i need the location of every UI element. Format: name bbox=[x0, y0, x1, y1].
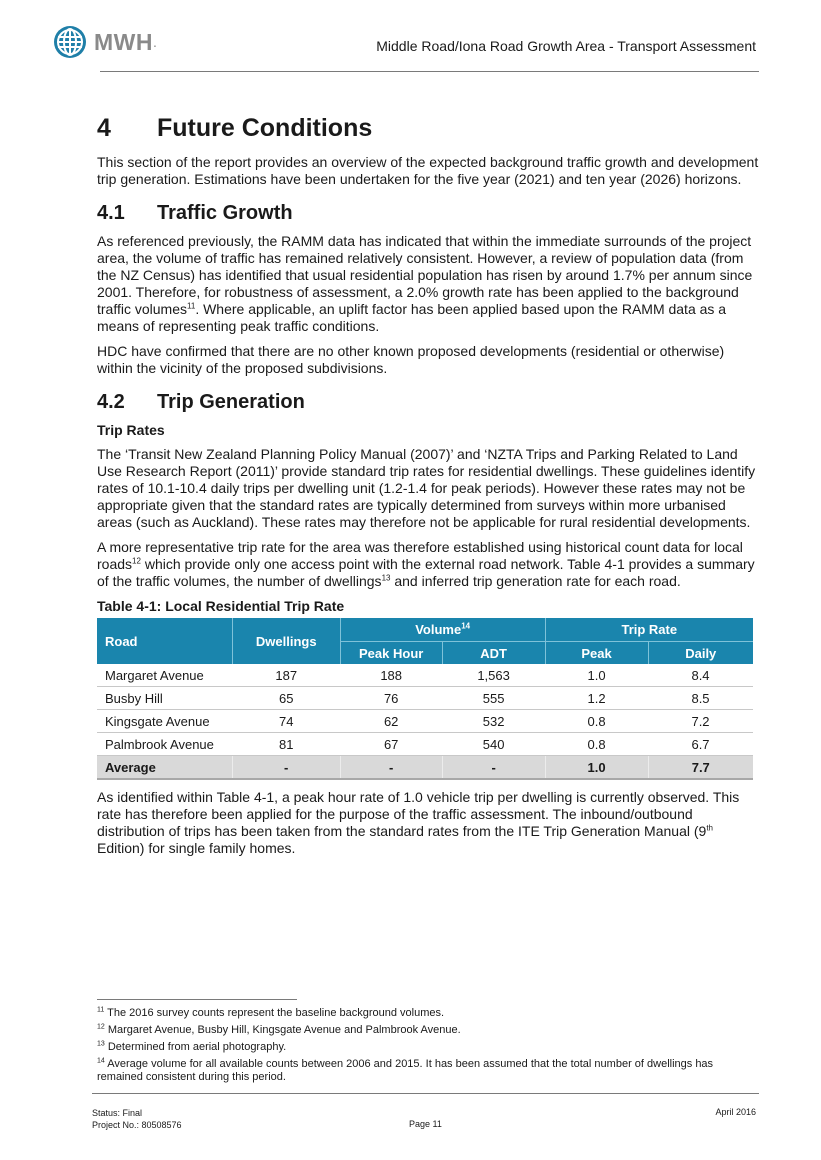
cell-dwellings: 74 bbox=[232, 710, 340, 733]
cell-road: Margaret Avenue bbox=[97, 664, 232, 687]
table-caption: Table 4-1: Local Residential Trip Rate bbox=[97, 598, 345, 614]
table-header-row bbox=[97, 618, 753, 642]
footnote bbox=[97, 1058, 759, 1084]
header-peak-hour: Peak Hour bbox=[340, 642, 442, 665]
footer-status: Status: Final bbox=[92, 1108, 143, 1118]
globe-icon bbox=[53, 25, 87, 59]
cell-daily: 7.7 bbox=[648, 756, 753, 780]
cell-dwellings: 65 bbox=[232, 687, 340, 710]
hdc-paragraph: HDC have confirmed that there are no other known proposed developments (residential or otherwise) within the vicinity of the proposed subdivisions. bbox=[97, 343, 725, 376]
footnote bbox=[97, 1024, 759, 1037]
logo-dot: . bbox=[152, 34, 157, 50]
cell-daily: 8.4 bbox=[648, 664, 753, 687]
header-trip-rate: Trip Rate bbox=[545, 618, 753, 642]
traffic-growth-paragraph bbox=[97, 233, 759, 335]
cell-peak: 1.2 bbox=[545, 687, 648, 710]
header-volume bbox=[340, 618, 545, 642]
section-title: Trip Generation bbox=[157, 391, 305, 413]
header-volume-label: Volume bbox=[415, 622, 462, 637]
cell-daily: 6.7 bbox=[648, 733, 753, 756]
section-number: 4.2 bbox=[97, 391, 125, 413]
cell-road: Kingsgate Avenue bbox=[97, 710, 232, 733]
cell-peak-hour: 188 bbox=[340, 664, 442, 687]
footnotes bbox=[97, 1007, 759, 1088]
footnote-ref[interactable]: 14 bbox=[461, 621, 471, 631]
cell-peak-hour: 67 bbox=[340, 733, 442, 756]
section-4-intro: This section of the report provides an overview of the expected background traffic growth and development trip generation. Estimations have been undertaken for the five year (2021) and ten year (2026) horizons. bbox=[97, 154, 759, 187]
text-run: . Where applicable, an uplift factor has been applied based upon the RAMM data as a means of representing peak traffic conditions. bbox=[97, 301, 727, 334]
footnote-text: Average volume for all available counts between 2006 and 2015. It has been assumed that the total number of dwellings has remained consistent during this period. bbox=[97, 1058, 714, 1083]
section-title: Traffic Growth bbox=[157, 202, 293, 224]
representative-rate-paragraph bbox=[97, 539, 759, 590]
footnote-number: 11 bbox=[97, 1006, 105, 1014]
trip-rates-subheading: Trip Rates bbox=[97, 422, 165, 438]
footnote bbox=[97, 1041, 759, 1054]
section-4-2-heading bbox=[97, 391, 759, 414]
footnote-number: 12 bbox=[97, 1023, 105, 1031]
page-number: Page 11 bbox=[409, 1119, 442, 1129]
footnote bbox=[97, 1007, 759, 1020]
cell-adt: 555 bbox=[442, 687, 545, 710]
cell-road: Average bbox=[97, 756, 232, 780]
text-run: As identified within Table 4-1, a peak hour rate of 1.0 vehicle trip per dwelling is currently observed. This rate has therefore been applied for the purpose of the traffic assessment. The inbound/outbound distribution of trips has been taken from the standard rates from the ITE Trip Generation Manual (9 bbox=[97, 789, 740, 839]
footer-date: April 2016 bbox=[715, 1107, 756, 1117]
section-4-1-heading bbox=[97, 202, 759, 225]
cell-peak: 0.8 bbox=[545, 733, 648, 756]
page-content bbox=[97, 114, 759, 865]
cell-peak-hour: 76 bbox=[340, 687, 442, 710]
text-run: Edition) for single family homes. bbox=[97, 840, 296, 856]
table-row bbox=[97, 733, 753, 756]
cell-dwellings: 81 bbox=[232, 733, 340, 756]
footnote-divider bbox=[97, 999, 297, 1000]
cell-adt: - bbox=[442, 756, 545, 780]
table-row bbox=[97, 687, 753, 710]
cell-road: Palmbrook Avenue bbox=[97, 733, 232, 756]
header-road: Road bbox=[97, 618, 232, 664]
footnote-ref[interactable]: 12 bbox=[132, 556, 141, 566]
header-dwellings: Dwellings bbox=[232, 618, 340, 664]
cell-daily: 8.5 bbox=[648, 687, 753, 710]
section-title: Future Conditions bbox=[157, 114, 373, 142]
peak-rate-paragraph bbox=[97, 789, 759, 857]
footer-project-number: Project No.: 80508576 bbox=[92, 1120, 182, 1130]
section-number: 4 bbox=[97, 114, 111, 142]
footer-divider bbox=[92, 1093, 759, 1094]
cell-road: Busby Hill bbox=[97, 687, 232, 710]
footnote-ref[interactable]: 13 bbox=[381, 573, 391, 583]
footnote-text: Margaret Avenue, Busby Hill, Kingsgate Avenue and Palmbrook Avenue. bbox=[107, 1024, 461, 1036]
superscript: th bbox=[706, 823, 713, 833]
text-run: As referenced previously, the RAMM data has indicated that within the immediate surrounds of the project area, the volume of traffic has remained relatively consistent. However, a review of population data (from the NZ Census) has identified that usual residential population has risen by around 1.7% per annum since 2001. Therefore, for robustness of assessment, a 2.0% growth rate has been applied to the background traffic volumes bbox=[97, 233, 753, 317]
header-daily: Daily bbox=[648, 642, 753, 665]
footnote-text: The 2016 survey counts represent the baseline background volumes. bbox=[107, 1007, 445, 1019]
cell-adt: 540 bbox=[442, 733, 545, 756]
cell-peak: 1.0 bbox=[545, 664, 648, 687]
standard-rates-paragraph: The ‘Transit New Zealand Planning Policy Manual (2007)’ and ‘NZTA Trips and Parking Related to Land Use Research Report (2011)’ provide standard trip rates for residential dwellings. These guidelines identify rates of 10.1-10.4 daily trips per dwelling unit (1.2-1.4 for peak periods). However these rates may not be appropriate given that the standard rates are typically determined from surveys within more urbanised areas (such as Auckland). These rates may therefore not be applicable for rural residential developments. bbox=[97, 446, 756, 530]
cell-dwellings: 187 bbox=[232, 664, 340, 687]
section-4-heading bbox=[97, 114, 759, 143]
cell-peak: 0.8 bbox=[545, 710, 648, 733]
cell-adt: 1,563 bbox=[442, 664, 545, 687]
text-run: and inferred trip generation rate for each road. bbox=[390, 573, 681, 589]
header-adt: ADT bbox=[442, 642, 545, 665]
text-run: which provide only one access point with the external road network. Table 4-1 provides a summary of the traffic volumes, the number of dwellings bbox=[97, 556, 755, 589]
logo-wordmark: MWH bbox=[94, 28, 153, 55]
footnote-number: 14 bbox=[97, 1057, 105, 1065]
document-title: Middle Road/Iona Road Growth Area - Transport Assessment bbox=[376, 38, 756, 54]
footnote-ref[interactable]: 11 bbox=[187, 301, 196, 311]
section-number: 4.1 bbox=[97, 202, 125, 224]
header-divider bbox=[100, 71, 759, 72]
table-average-row bbox=[97, 756, 753, 780]
company-logo bbox=[53, 25, 157, 59]
footer-meta bbox=[92, 1107, 182, 1131]
header-peak: Peak bbox=[545, 642, 648, 665]
cell-peak: 1.0 bbox=[545, 756, 648, 780]
table-row bbox=[97, 664, 753, 687]
trip-rate-table bbox=[97, 618, 753, 780]
cell-dwellings: - bbox=[232, 756, 340, 780]
cell-peak-hour: 62 bbox=[340, 710, 442, 733]
footnote-text: Determined from aerial photography. bbox=[107, 1041, 287, 1053]
cell-adt: 532 bbox=[442, 710, 545, 733]
footnote-number: 13 bbox=[97, 1040, 105, 1048]
cell-peak-hour: - bbox=[340, 756, 442, 780]
cell-daily: 7.2 bbox=[648, 710, 753, 733]
table-row bbox=[97, 710, 753, 733]
text-run: A more representative trip rate for the area was therefore established using historical count data for local roads bbox=[97, 539, 743, 572]
